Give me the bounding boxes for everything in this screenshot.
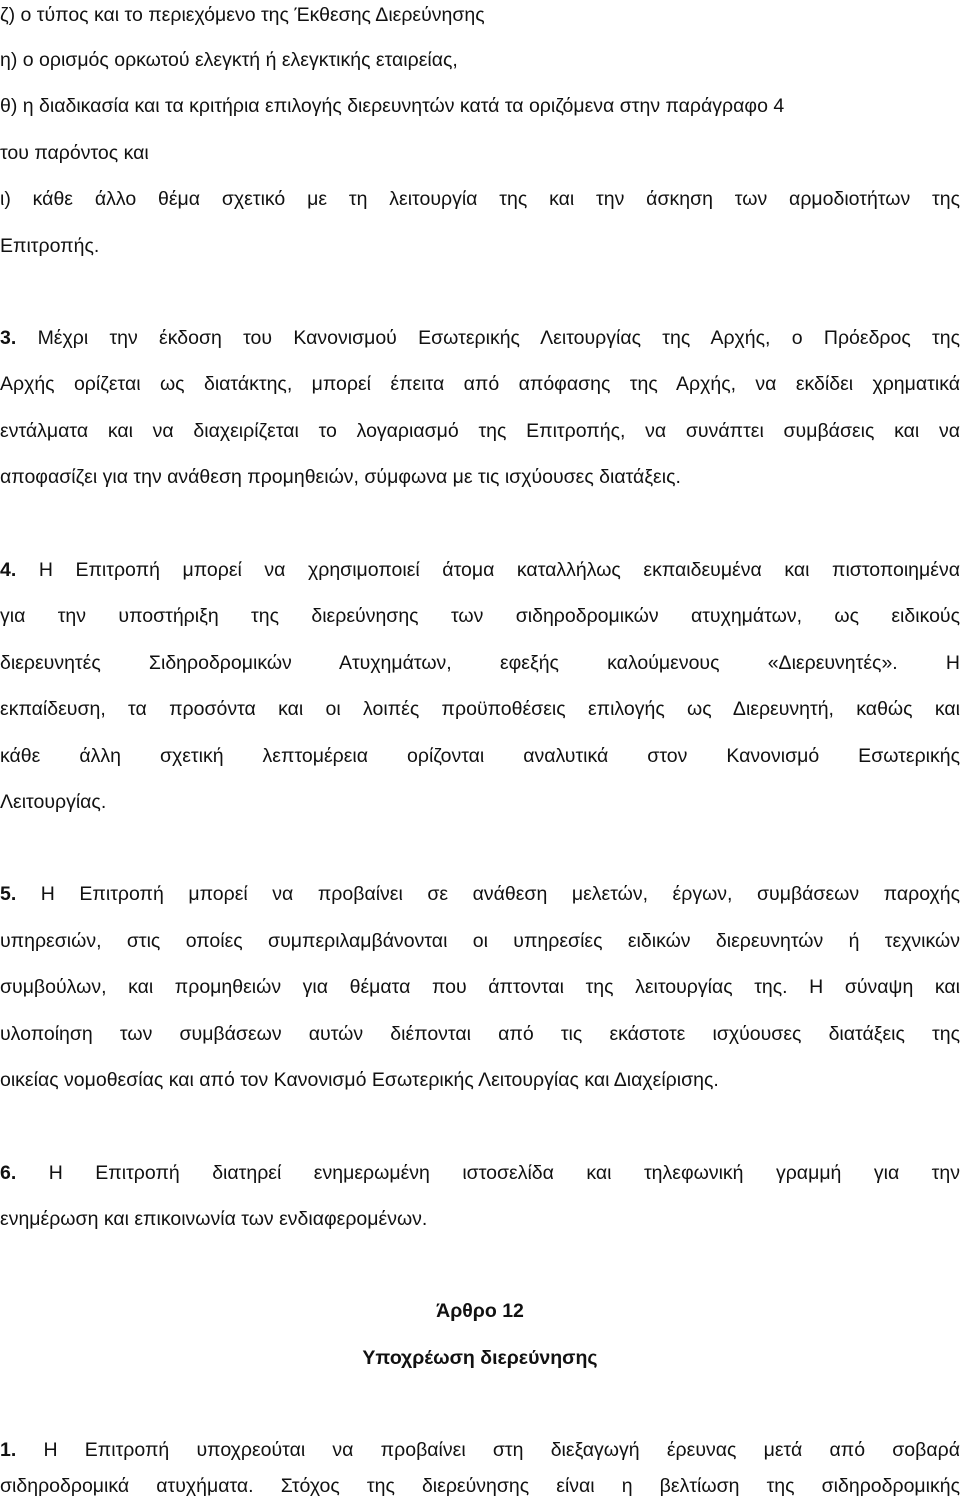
paragraph-number: 3.	[0, 327, 17, 349]
list-item-line: ι) κάθε άλλο θέμα σχετικό με τη λειτουργία της και την άσκηση των αρμοδιοτήτων της	[0, 188, 960, 210]
list-item-line: η) ο ορισμός ορκωτού ελεγκτή ή ελεγκτικής εταιρείας,	[0, 49, 458, 71]
list-item-line: ζ) ο τύπος και το περιεχόμενο της Έκθεσης Διερεύνησης	[0, 4, 485, 26]
paragraph-line: για την υποστήριξη της διερεύνησης των σιδηροδρομικών ατυχημάτων, ως ειδικούς	[0, 605, 960, 627]
paragraph-line: υπηρεσιών, στις οποίες συμπεριλαμβάνονται οι υπηρεσίες ειδικών διερευνητών ή τεχνικών	[0, 930, 960, 952]
paragraph-line: 3. Μέχρι την έκδοση του Κανονισμού Εσωτερικής Λειτουργίας της Αρχής, ο Πρόεδρος της	[0, 327, 960, 349]
paragraph-number: 6.	[0, 1162, 17, 1184]
paragraph-line: σιδηροδρομικά ατυχήματα. Στόχος της διερεύνησης είναι η βελτίωση της σιδηροδρομικής	[0, 1475, 960, 1497]
article-title: Υποχρέωση διερεύνησης	[362, 1347, 598, 1369]
paragraph-line: υλοποίηση των συμβάσεων αυτών διέπονται από τις εκάστοτε ισχύουσες διατάξεις της	[0, 1023, 960, 1045]
paragraph-line: οικείας νομοθεσίας και από τον Κανονισμό Εσωτερικής Λειτουργίας και Διαχείρισης.	[0, 1069, 719, 1091]
paragraph-line: 4. Η Επιτροπή μπορεί να χρησιμοποιεί άτομα καταλλήλως εκπαιδευμένα και πιστοποιημένα	[0, 559, 960, 581]
article-number: Άρθρο 12	[436, 1300, 524, 1322]
paragraph-line: 5. Η Επιτροπή μπορεί να προβαίνει σε ανάθεση μελετών, έργων, συμβάσεων παροχής	[0, 883, 960, 905]
list-item-line: Επιτροπής.	[0, 235, 100, 257]
paragraph-line: εντάλματα και να διαχειρίζεται το λογαριασμό της Επιτροπής, να συνάπτει συμβάσεις και να	[0, 420, 960, 442]
paragraph-line: 6. Η Επιτροπή διατηρεί ενημερωμένη ιστοσελίδα και τηλεφωνική γραμμή για την	[0, 1162, 960, 1184]
list-item-line: του παρόντος και	[0, 142, 149, 164]
paragraph-line: Λειτουργίας.	[0, 791, 107, 813]
paragraph-line: διερευνητές Σιδηροδρομικών Ατυχημάτων, εφεξής καλούμενους «Διερευνητές». Η	[0, 652, 960, 674]
paragraph-line: αποφασίζει για την ανάθεση προμηθειών, σύμφωνα με τις ισχύουσες διατάξεις.	[0, 466, 681, 488]
paragraph-number: 4.	[0, 559, 17, 581]
paragraph-line: κάθε άλλη σχετική λεπτομέρεια ορίζονται αναλυτικά στον Κανονισμό Εσωτερικής	[0, 745, 960, 767]
paragraph-line: ενημέρωση και επικοινωνία των ενδιαφερομένων.	[0, 1208, 428, 1230]
paragraph-line: συμβούλων, και προμηθειών για θέματα που άπτονται της λειτουργίας της. Η σύναψη και	[0, 976, 960, 998]
paragraph-number: 5.	[0, 883, 17, 905]
paragraph-line: Αρχής ορίζεται ως διατάκτης, μπορεί έπειτα από απόφασης της Αρχής, να εκδίδει χρηματικά	[0, 373, 960, 395]
paragraph-line: 1. Η Επιτροπή υποχρεούται να προβαίνει στη διεξαγωγή έρευνας μετά από σοβαρά	[0, 1439, 960, 1461]
list-item-line: θ) η διαδικασία και τα κριτήρια επιλογής διερευνητών κατά τα οριζόμενα στην παράγραφο 4	[0, 95, 785, 117]
paragraph-number: 1.	[0, 1439, 17, 1461]
paragraph-line: εκπαίδευση, τα προσόντα και οι λοιπές προϋποθέσεις επιλογής ως Διερευνητή, καθώς και	[0, 698, 960, 720]
